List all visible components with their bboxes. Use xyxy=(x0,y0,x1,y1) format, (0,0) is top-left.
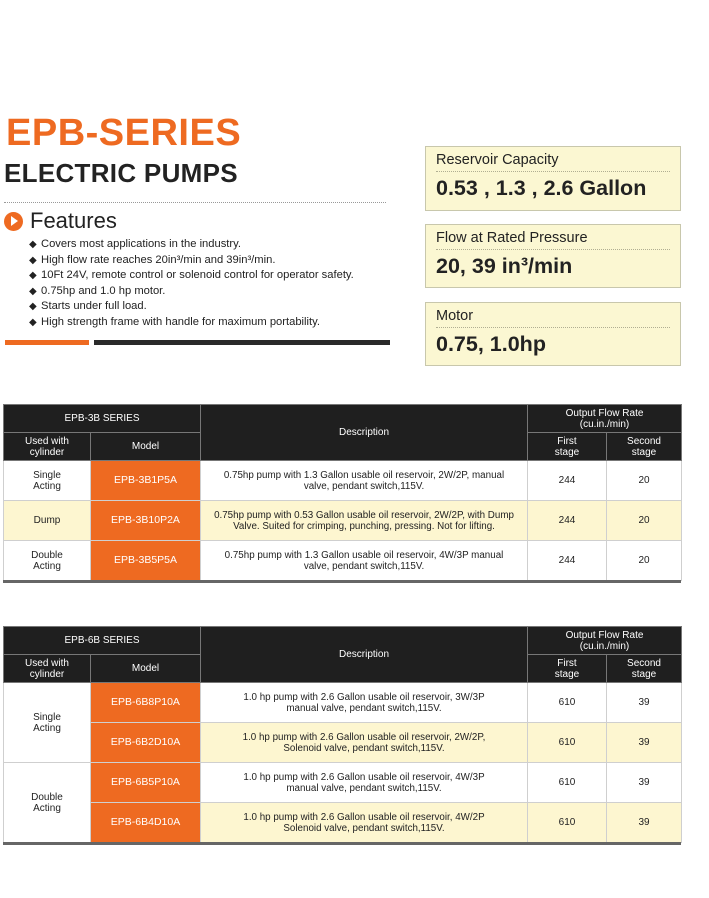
table-row xyxy=(4,763,682,803)
accent-bar-dark xyxy=(94,340,390,345)
epb-3b-table xyxy=(3,404,682,581)
first-stage-cell: 610 xyxy=(528,763,607,803)
used-with-cell: Single Acting xyxy=(4,683,91,763)
diamond-bullet-icon: ◆ xyxy=(29,316,37,328)
features-heading-label: Features xyxy=(30,208,117,233)
table-row xyxy=(4,683,682,723)
first-stage-header: First stage xyxy=(528,433,607,461)
feature-item: ◆ 10Ft 24V, remote control or solenoid control for operator safety. xyxy=(29,268,354,284)
features-heading xyxy=(4,208,117,234)
feature-item: ◆ 0.75hp and 1.0 hp motor. xyxy=(29,284,354,300)
features-list xyxy=(29,237,354,330)
first-stage-cell: 244 xyxy=(528,541,607,581)
model-cell: EPB-6B5P10A xyxy=(91,763,201,803)
model-cell: EPB-3B1P5A xyxy=(91,461,201,501)
accent-bar-orange xyxy=(5,340,89,345)
feature-item: ◆ High strength frame with handle for maximum portability. xyxy=(29,315,354,331)
feature-item: ◆ Covers most applications in the industry. xyxy=(29,237,354,253)
description-cell: 0.75hp pump with 1.3 Gallon usable oil reservoir, 4W/3P manual valve, pendant switch,115V. xyxy=(201,541,528,581)
spec-value: 0.53 , 1.3 , 2.6 Gallon xyxy=(436,176,647,200)
second-stage-cell: 39 xyxy=(607,683,682,723)
diamond-bullet-icon: ◆ xyxy=(29,254,37,266)
first-stage-cell: 610 xyxy=(528,723,607,763)
used-with-cell: Double Acting xyxy=(4,541,91,581)
play-arrow-icon xyxy=(4,212,23,231)
description-header: Description xyxy=(201,405,528,461)
used-with-cell: Single Acting xyxy=(4,461,91,501)
model-cell: EPB-6B2D10A xyxy=(91,723,201,763)
series-header: EPB-3B SERIES xyxy=(4,405,201,433)
diamond-bullet-icon: ◆ xyxy=(29,239,37,250)
second-stage-cell: 20 xyxy=(607,501,682,541)
series-header: EPB-6B SERIES xyxy=(4,627,201,655)
description-cell: 1.0 hp pump with 2.6 Gallon usable oil reservoir, 2W/2P, Solenoid valve, pendant switch,115V. xyxy=(201,723,528,763)
table-row xyxy=(4,723,682,763)
series-subtitle: ELECTRIC PUMPS xyxy=(4,158,238,188)
table-row xyxy=(4,501,682,541)
first-stage-cell: 610 xyxy=(528,683,607,723)
description-header: Description xyxy=(201,627,528,683)
spec-value: 0.75, 1.0hp xyxy=(436,332,546,356)
description-cell: 1.0 hp pump with 2.6 Gallon usable oil reservoir, 4W/3P manual valve, pendant switch,115V. xyxy=(201,763,528,803)
feature-item: ◆ Starts under full load. xyxy=(29,299,354,315)
description-cell: 0.75hp pump with 1.3 Gallon usable oil reservoir, 2W/2P, manual valve, pendant switch,115V. xyxy=(201,461,528,501)
model-cell: EPB-6B8P10A xyxy=(91,683,201,723)
first-stage-cell: 244 xyxy=(528,461,607,501)
second-stage-cell: 20 xyxy=(607,541,682,581)
diamond-bullet-icon: ◆ xyxy=(29,270,37,281)
table-bottom-rule xyxy=(3,580,681,583)
used-with-header: Used with cylinder xyxy=(4,433,91,461)
diamond-bullet-icon: ◆ xyxy=(29,301,37,312)
spec-box-motor xyxy=(425,302,681,366)
spec-label: Reservoir Capacity xyxy=(436,152,670,172)
table-row xyxy=(4,803,682,843)
spec-box-flow xyxy=(425,224,681,288)
spec-value: 20, 39 in³/min xyxy=(436,254,573,278)
first-stage-header: First stage xyxy=(528,655,607,683)
model-header: Model xyxy=(91,655,201,683)
model-header: Model xyxy=(91,433,201,461)
description-cell: 1.0 hp pump with 2.6 Gallon usable oil reservoir, 4W/2P Solenoid valve, pendant switch,115V. xyxy=(201,803,528,843)
description-cell: 0.75hp pump with 0.53 Gallon usable oil reservoir, 2W/2P, with Dump Valve. Suited for crimping, punching, pressing. Not for lifting. xyxy=(201,501,528,541)
flow-rate-header: Output Flow Rate (cu.in./min) xyxy=(528,627,682,655)
diamond-bullet-icon: ◆ xyxy=(29,285,37,297)
second-stage-cell: 39 xyxy=(607,723,682,763)
model-cell: EPB-6B4D10A xyxy=(91,803,201,843)
epb-6b-table xyxy=(3,626,682,843)
used-with-header: Used with cylinder xyxy=(4,655,91,683)
used-with-cell: Dump xyxy=(4,501,91,541)
second-stage-header: Second stage xyxy=(607,433,682,461)
model-cell: EPB-3B10P2A xyxy=(91,501,201,541)
model-cell: EPB-3B5P5A xyxy=(91,541,201,581)
table-row xyxy=(4,461,682,501)
first-stage-cell: 244 xyxy=(528,501,607,541)
second-stage-header: Second stage xyxy=(607,655,682,683)
used-with-cell: Double Acting xyxy=(4,763,91,843)
flow-rate-header: Output Flow Rate (cu.in./min) xyxy=(528,405,682,433)
title-divider xyxy=(4,202,386,203)
table-bottom-rule xyxy=(3,842,681,845)
description-cell: 1.0 hp pump with 2.6 Gallon usable oil reservoir, 3W/3P manual valve, pendant switch,115V. xyxy=(201,683,528,723)
series-title: EPB-SERIES xyxy=(6,112,242,154)
second-stage-cell: 20 xyxy=(607,461,682,501)
spec-box-reservoir xyxy=(425,146,681,211)
feature-item: ◆ High flow rate reaches 20in³/min and 39in³/min. xyxy=(29,253,354,269)
table-row xyxy=(4,541,682,581)
second-stage-cell: 39 xyxy=(607,763,682,803)
first-stage-cell: 610 xyxy=(528,803,607,843)
spec-label: Flow at Rated Pressure xyxy=(436,230,670,250)
second-stage-cell: 39 xyxy=(607,803,682,843)
spec-label: Motor xyxy=(436,308,670,328)
